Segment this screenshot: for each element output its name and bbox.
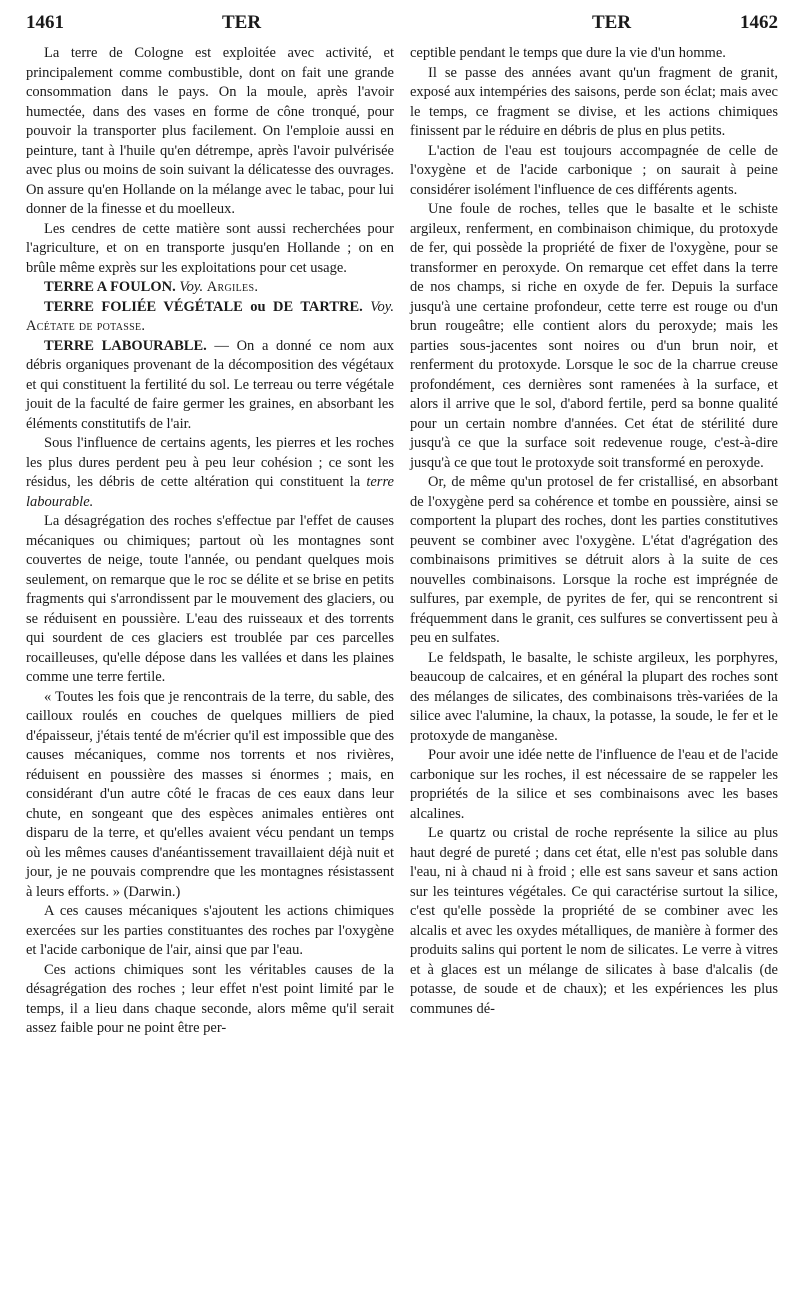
cross-reference: Argiles. <box>206 279 259 295</box>
paragraph-quartz: Le quartz ou cristal de roche représente la silice au plus haut degré de pureté ; dans cet état, elle n'est pas soluble dans l'eau, ni à chaud ni à froid ; elle est sans saveur et sans action sur les teintures végétales. Ce qui caractérise surtout la silice, c'est qu'elle possède la propriété de se combiner avec les alcalis et avec les oxydes métalliques, de manière à former des produits salins qui portent le nom de silicates. Le verre à vitres et à glaces est un mélange de silicates à base d'alcalis (de potasse, de soude et de chaux); et les expériences les plus communes dé- <box>410 825 778 1017</box>
right-column <box>410 44 778 1019</box>
entry-term: TERRE LABOURABLE. <box>44 337 207 354</box>
paragraph-feldspath: Le feldspath, le basalte, le schiste argileux, les porphyres, beaucoup de calcaires, et en général la plupart des roches sont des mélanges de silicates, des combinaisons très-variées de la silice avec l'alumine, la chaux, la potasse, la soude, le fer et le protoxyde de manganèse. <box>410 649 778 744</box>
paragraph-granit: Il se passe des années avant qu'un fragment de granit, exposé aux intempéries des saisons, perde son éclat; mais avec le temps, ce fragment se divise, et les actions chimiques finissent par le réduire en débris de plus en plus petits. <box>410 64 778 139</box>
right-running-word: TER <box>592 12 632 33</box>
paragraph-protoxyde: Une foule de roches, telles que le basalte et le schiste argileux, renferment, en combinaison chimique, du protoxyde de fer, qui possède la propriété de fixer de l'oxygène, pour se transformer en peroxyde. On remarque cet effet dans la terre de nos champs, si riche en oxyde de fer. Depuis la surface jusqu'à une certaine profondeur, cette terre est rouge ou d'un brun rougeâtre; elle contient alors du peroxyde; mais les parties sous-jacentes sont noires ou d'un brun noir, et renferment du protoxyde. Lorsque le soc de la charrue creuse profondément, ces dernières sont ramenées à la surface, et alors il arrive que le sol, d'abord fertile, perd sa bonne qualité pour un certain nombre d'années. Cet état de stérilité dure jusqu'à ce que la surface soit redevenue rouge, c'est-à-dire jusqu'à ce que tout le protoxyde soit transformé en peroxyde. <box>410 201 778 471</box>
entry-terre-a-foulon <box>26 278 394 298</box>
see-abbrev: Voy. <box>370 298 395 315</box>
cross-reference: Acétate de potasse. <box>26 318 146 334</box>
paragraph-influence-eau: Pour avoir une idée nette de l'influence de l'eau et de l'acide carbonique sur les roches, il est nécessaire de se rappeler les propriétés de la silice et ses combinaisons avec les bases alcalines. <box>410 747 778 822</box>
paragraph-action-eau: L'action de l'eau est toujours accompagnée de celle de l'oxygène et de l'acide carbonique ; on saurait à peine considérer isolément l'influence de ces différents agents. <box>410 142 778 198</box>
left-column <box>26 44 394 1039</box>
quotation-darwin: « Toutes les fois que je rencontrais de la terre, du sable, des cailloux roulés en couches de quelques milliers de pied d'épaisseur, j'étais tenté de m'écrier qu'il est impossible que des causes mécaniques, comme nos torrents et nos rivières, réduisent en poussière des masses si énormes ; mais, en considérant d'un autre côté le fracas de ces eaux dans leur chute, en songeant que des espèces animales entières ont disparu de la terre, et qu'elles avaient vécu pendant un temps où les mêmes causes d'anéantissement travaillaient déjà nuit et jour, je ne pouvais comprendre que les montagnes résistassent à leurs efforts. » (Darwin.) <box>26 688 394 900</box>
entry-term: TERRE FOLIÉE VÉGÉTALE ou DE TARTRE. <box>44 298 363 315</box>
right-page-number: 1462 <box>740 12 778 33</box>
entry-text: — On a donné ce nom aux débris organiques provenant de la décomposition des végétaux et qui constituent la fertilité du sol. Le terreau ou terre végétale jouit de la faculté de faire germer les graines, en absorbant les éléments constitutifs de l'air. <box>26 337 394 432</box>
paragraph-causes-mecaniques: A ces causes mécaniques s'ajoutent les actions chimiques exercées sur les parties constituantes des roches par l'oxygène et l'acide carbonique de l'air, ainsi que par l'eau. <box>26 903 394 958</box>
entry-term: TERRE A FOULON. <box>44 279 176 295</box>
left-page-number: 1461 <box>26 12 64 33</box>
left-running-word: TER <box>222 12 262 33</box>
see-abbrev: Voy. <box>179 279 204 295</box>
paragraph-text: Sous l'influence de certains agents, les pierres et les roches les plus dures perdent peu à peu leur cohésion ; ce sont les résidus, les débris de cette altération qui constituent la <box>26 435 394 490</box>
entry-terre-labourable <box>26 337 394 435</box>
paragraph-protosel: Or, de même qu'un protosel de fer cristallisé, en absorbant de l'oxygène perd sa cohérence et tombe en poussière, ainsi se comportent la plupart des roches, dont les parties constitutives peuvent se combiner avec l'oxygène. L'état d'agrégation des combinaisons primitives se détruit alors à la suite de ces nouvelles combinaisons. Lorsque la roche est imprégnée de sulfures, par exemple, de pyrites de fer, qui se rencontrent si fréquemment dans le granit, ces sulfures se convertissent peu à peu en sulfates. <box>410 474 778 646</box>
running-head <box>26 6 778 36</box>
paragraph-influence-agents <box>26 434 394 512</box>
paragraph-terre-de-cologne: La terre de Cologne est exploitée avec activité, et principalement comme combustible, dont on fait une grande consommation dans le pays. On la moule, après l'avoir humectée, dans des vases en forme de cône tronqué, pour pouvoir la transporter plus facilement. On l'emploie aussi en peinture, tant à l'huile qu'en détrempe, après l'avoir pulvérisée avec plus ou moins de soin suivant la délicatesse des ouvrages. On assure qu'en Hollande on la mélange avec le tabac, pour lui donner de la finesse et du moelleux. <box>26 45 394 217</box>
paragraph-actions-chimiques: Ces actions chimiques sont les véritables causes de la désagrégation des roches ; leur effet n'est point limité par le temps, il a lieu dans chaque seconde, alors même qu'il serait assez faible pour ne point être per- <box>26 961 394 1036</box>
paragraph-desagregation: La désagrégation des roches s'effectue par l'effet de causes mécaniques ou chimiques; partout où les montagnes sont couvertes de neige, toute l'année, ou pendant quelques mois seulement, on remarque que le roc se délite et se brise en petits fragments qui s'arrondissent par le mouvement des glaciers, ou se réduisent en poussière. L'eau des ruisseaux et des torrents qui sourdent de ces glaciers est troublée par ces parcelles rocailleuses, qu'elle dépose dans les vallées et dans les plaines comme une terre fertile. <box>26 513 394 685</box>
italic-term: terre labourable. <box>26 474 394 510</box>
paragraph-continuation: ceptible pendant le temps que dure la vie d'un homme. <box>410 45 726 61</box>
paragraph-cendres: Les cendres de cette matière sont aussi recherchées pour l'agriculture, et on en transporte jusqu'en Hollande ; on en brûle même exprès sur les exploitations pour cet usage. <box>26 220 394 276</box>
entry-terre-foliee <box>26 298 394 337</box>
